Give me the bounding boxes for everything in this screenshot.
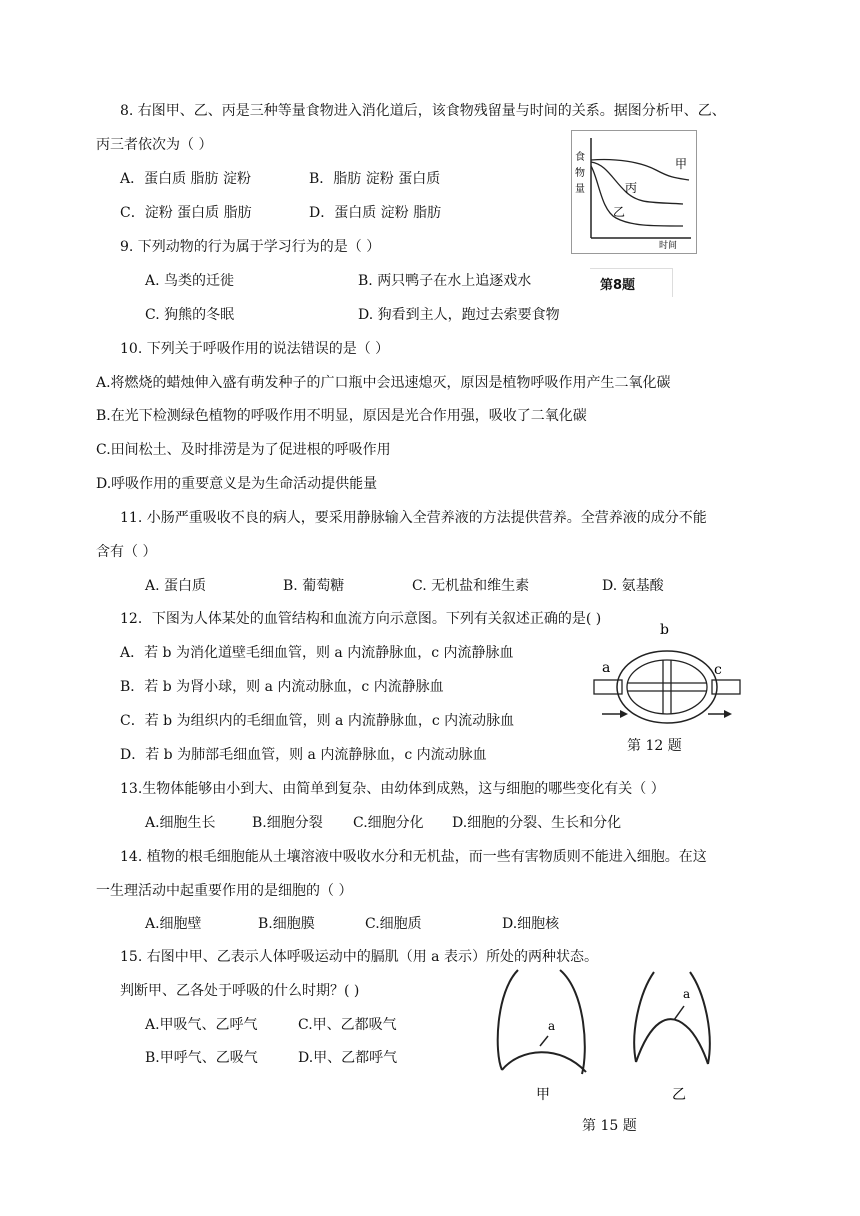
q8-curve-label-jia: 甲 — [675, 157, 688, 171]
q11-stem-line1: 11. 小肠严重吸收不良的病人，要采用静脉输入全营养液的方法提供营养。全营养液的成分不能 — [120, 510, 707, 526]
q14-option-b: B.细胞膜 — [258, 916, 315, 932]
q10-option-b: B.在光下检测绿色植物的呼吸作用不明显，原因是光合作用强，吸收了二氧化碳 — [96, 408, 587, 424]
q12-stem: 12．下图为人体某处的血管结构和血流方向示意图。下列有关叙述正确的是( ) — [120, 611, 602, 627]
q11-option-d: D. 氨基酸 — [602, 578, 664, 594]
q14-stem-line2: 一生理活动中起重要作用的是细胞的（ ） — [96, 883, 353, 899]
q12-option-d: D．若 b 为肺部毛细血管，则 a 内流静脉血，c 内流动脉血 — [120, 747, 487, 763]
q13-option-c: C.细胞分化 — [353, 815, 424, 831]
q8-ylabel-2: 物 — [575, 168, 585, 179]
q8-curve-label-yi: 乙 — [613, 205, 626, 219]
q10-stem: 10. 下列关于呼吸作用的说法错误的是（ ） — [120, 341, 390, 357]
q12-option-b: B．若 b 为肾小球，则 a 内流动脉血，c 内流静脉血 — [120, 679, 444, 695]
q15-option-b: B.甲呼气、乙吸气 — [145, 1050, 258, 1066]
q8-xlabel: 时间 — [659, 241, 678, 251]
q8-option-b: B．脂肪 淀粉 蛋白质 — [309, 171, 441, 187]
q13-option-d: D.细胞的分裂、生长和分化 — [452, 815, 622, 831]
q14-option-d: D.细胞核 — [502, 916, 560, 932]
q15-name-jia: 甲 — [536, 1087, 550, 1103]
q13-option-b: B.细胞分裂 — [252, 815, 323, 831]
q15-label-a-yi: a — [683, 987, 691, 1001]
q8-option-d: D．蛋白质 淀粉 脂肪 — [309, 205, 442, 221]
q12-label-b: b — [660, 622, 669, 638]
q15-stem-line1: 15. 右图中甲、乙表示人体呼吸运动中的膈肌（用 a 表示）所处的两种状态。 — [120, 949, 598, 965]
q15-option-a: A.甲吸气、乙呼气 — [145, 1017, 258, 1033]
q8-figure-caption: 第8题 — [600, 278, 636, 293]
q15-name-yi: 乙 — [672, 1087, 686, 1103]
q14-option-c: C.细胞质 — [365, 916, 422, 932]
q15-label-a-jia: a — [548, 1019, 556, 1033]
q13-stem: 13.生物体能够由小到大、由简单到复杂、由幼体到成熟，这与细胞的哪些变化有关（ ） — [120, 781, 665, 797]
q15-option-c: C.甲、乙都吸气 — [298, 1017, 397, 1033]
q10-option-a: A.将燃烧的蜡烛伸入盛有萌发种子的广口瓶中会迅速熄灭，原因是植物呼吸作用产生二氧化碳 — [96, 375, 671, 391]
q8-option-a: A．蛋白质 脂肪 淀粉 — [120, 171, 252, 187]
q11-option-a: A. 蛋白质 — [145, 578, 207, 594]
q8-stem-line2: 丙三者依次为（ ） — [96, 137, 213, 153]
q9-option-c: C. 狗熊的冬眠 — [145, 307, 235, 323]
q9-option-d: D. 狗看到主人，跑过去索要食物 — [358, 307, 560, 323]
q8-option-c: C．淀粉 蛋白质 脂肪 — [120, 205, 252, 221]
q9-stem: 9. 下列动物的行为属于学习行为的是（ ） — [120, 239, 381, 255]
q11-option-c: C. 无机盐和维生素 — [412, 578, 530, 594]
q8-ylabel-1: 食 — [575, 152, 585, 163]
q15-option-d: D.甲、乙都呼气 — [298, 1050, 398, 1066]
q8-figure — [571, 130, 697, 254]
q9-option-b: B. 两只鸭子在水上追逐戏水 — [358, 273, 532, 289]
q10-option-c: C.田间松土、及时排涝是为了促进根的呼吸作用 — [96, 442, 391, 458]
q12-figure-caption: 第 12 题 — [627, 738, 682, 754]
q12-option-a: A．若 b 为消化道壁毛细血管，则 a 内流静脉血，c 内流静脉血 — [120, 645, 514, 661]
q10-option-d: D.呼吸作用的重要意义是为生命活动提供能量 — [96, 476, 378, 492]
q9-option-a: A. 鸟类的迁徙 — [145, 273, 235, 289]
q15-figure — [490, 962, 730, 1112]
q13-option-a: A.细胞生长 — [145, 815, 216, 831]
q15-figure-caption: 第 15 题 — [582, 1118, 637, 1134]
q14-option-a: A.细胞壁 — [145, 916, 202, 932]
q14-stem-line1: 14. 植物的根毛细胞能从土壤溶液中吸收水分和无机盐，而一些有害物质则不能进入细胞。在这 — [120, 849, 707, 865]
q8-stem-line1: 8. 右图甲、乙、丙是三种等量食物进入消化道后，该食物残留量与时间的关系。据图分析甲、乙、 — [120, 103, 726, 119]
q8-figure-caption-box — [590, 268, 673, 297]
q12-option-c: C．若 b 为组织内的毛细血管，则 a 内流静脉血，c 内流动脉血 — [120, 713, 515, 729]
q12-figure — [588, 622, 748, 732]
q12-label-a: a — [602, 660, 611, 676]
q8-ylabel-3: 量 — [575, 184, 585, 195]
q11-stem-line2: 含有（ ） — [96, 544, 157, 560]
q8-curve-label-bing: 丙 — [625, 181, 638, 195]
q12-label-c: c — [714, 662, 722, 678]
q15-stem-line2: 判断甲、乙各处于呼吸的什么时期？( ) — [120, 983, 360, 999]
q11-option-b: B. 葡萄糖 — [283, 578, 345, 594]
